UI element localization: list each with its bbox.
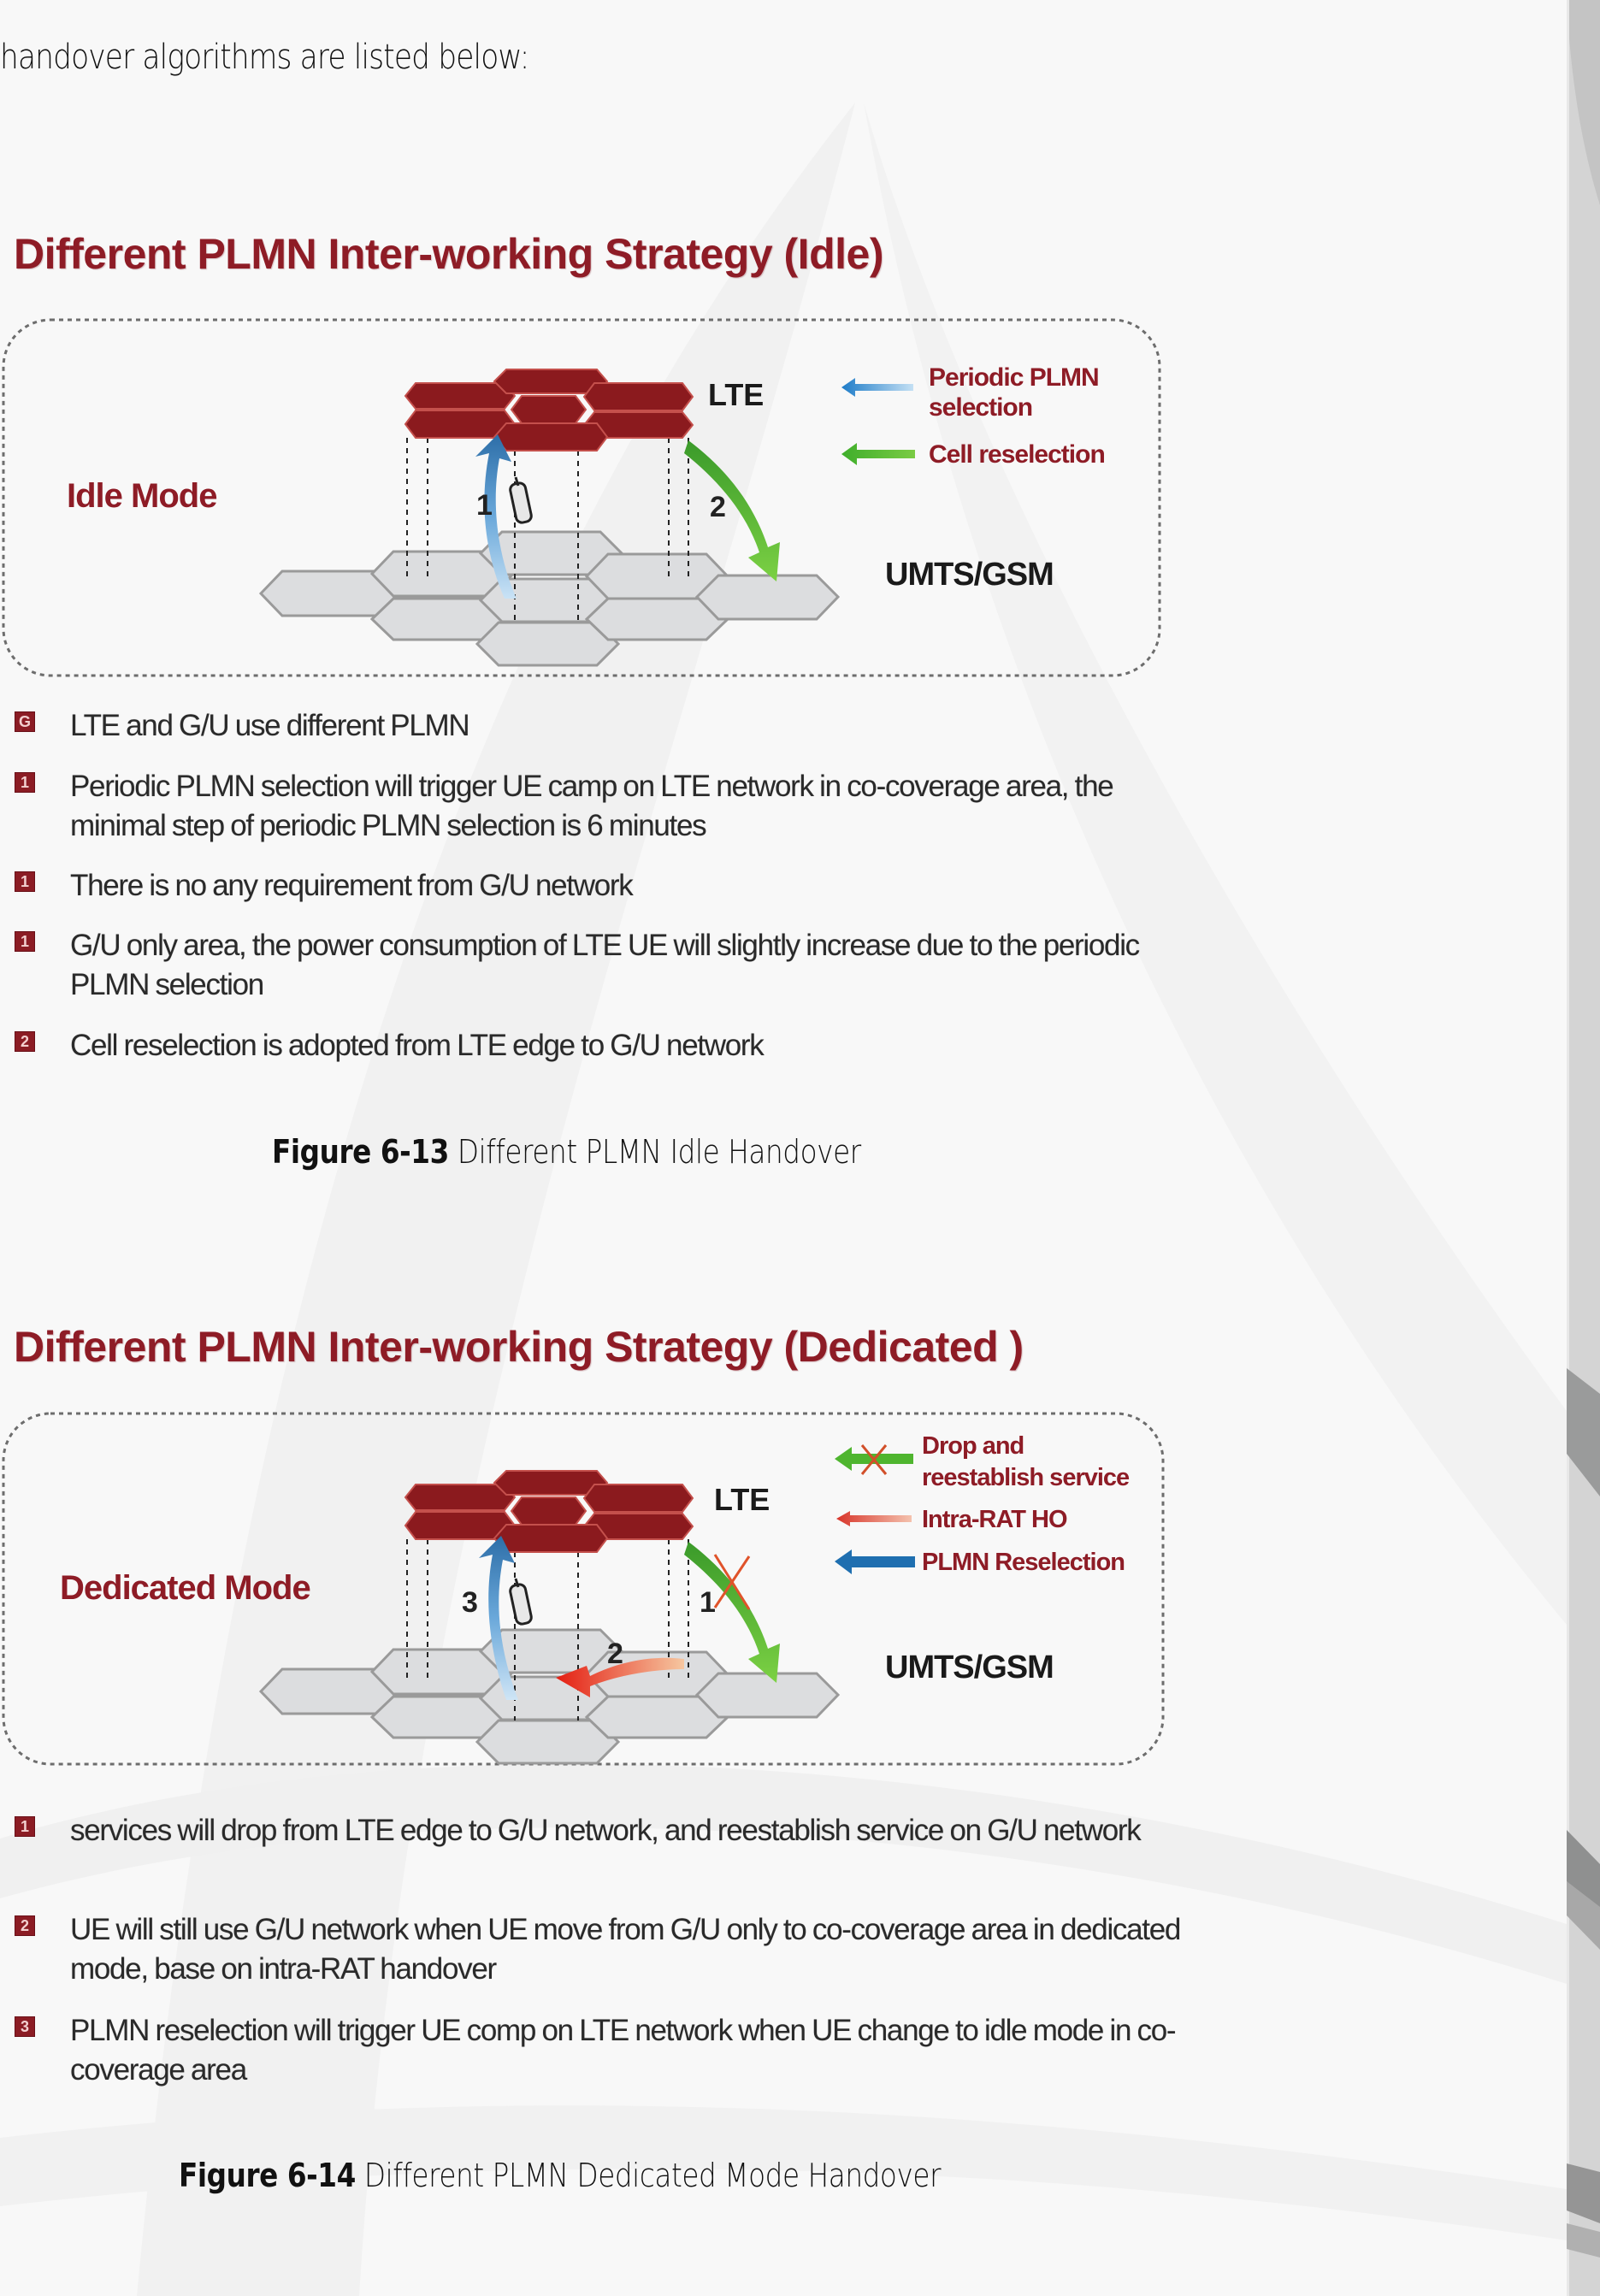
idle-bullet-1: 1 Periodic PLMN selection will trigger UE camp on LTE network in co-coverage area, the minimal step of periodic PLMN selection is 6 minutes [15,767,35,793]
lte-label: LTE [714,1482,770,1517]
lte-cells [405,1471,693,1552]
bullet-marker-icon: G [15,711,35,732]
dedicated-bullet-2: 3 PLMN reselection will trigger UE comp on LTE network when UE change to idle mode in co-coverage area [15,2011,35,2037]
idle-mode-diagram [0,308,1180,693]
legend-label: selection [929,393,1033,422]
umts-gsm-label: UMTS/GSM [885,1650,1054,1685]
arrow-number-2: 2 [607,1638,623,1670]
blue-arrow-icon [835,1549,915,1574]
idle-mode-label: Idle Mode [67,477,217,515]
arrow-number-2: 2 [710,491,726,523]
figure-caption-6-13: Figure 6-13 Different PLMN Idle Handover [272,1133,861,1171]
dedicated-bullet-1: 2 UE will still use G/U network when UE move from G/U only to co-coverage area in dedicated mode, base on intra-RAT handover [15,1910,35,1936]
dedicated-mode-diagram [0,1402,1180,1779]
legend-label: PLMN Reselection [922,1549,1125,1576]
green-arrow-icon [841,443,915,465]
bullet-marker-icon: 2 [15,1031,35,1052]
idle-bullet-2: 1 There is no any requirement from G/U network [15,866,35,892]
umts-gsm-cells [261,1630,838,1763]
bullet-marker-icon: 3 [15,2016,35,2037]
idle-slide-title: Different PLMN Inter-working Strategy (Idle) [14,230,883,278]
umts-gsm-cells [261,532,838,665]
legend-label: reestablish service [922,1464,1130,1491]
idle-bullet-4: 2 Cell reselection is adopted from LTE edge to G/U network [15,1026,35,1052]
red-arrow-icon [836,1511,912,1526]
page-edge-strip [1567,0,1600,2296]
dedicated-mode-label: Dedicated Mode [60,1569,310,1607]
idle-legend [841,363,1105,469]
bullet-marker-icon: 2 [15,1915,35,1936]
lte-label: LTE [708,377,765,412]
legend-label: Intra-RAT HO [922,1506,1067,1533]
legend-label: Periodic PLMN [929,363,1099,392]
umts-gsm-label: UMTS/GSM [885,557,1054,593]
legend-label: Cell reselection [929,440,1105,469]
arrow-number-1: 1 [700,1586,716,1619]
dedicated-bullet-0: 1 services will drop from LTE edge to G/U network, and reestablish service on G/U network [15,1811,35,1837]
blue-arrow-icon [841,378,913,397]
figure-caption-6-14: Figure 6-14 Different PLMN Dedicated Mode Handover [179,2157,942,2194]
ue-phone-icon [509,1579,532,1625]
bullet-marker-icon: 1 [15,871,35,892]
dedicated-slide-title: Different PLMN Inter-working Strategy (Dedicated ) [14,1323,1024,1371]
arrow-number-3: 3 [462,1586,478,1619]
legend-label: Drop and [922,1432,1024,1460]
arrow-number-1: 1 [476,489,493,522]
idle-bullet-3: 1 G/U only area, the power consumption of LTE UE will slightly increase due to the periodic PLMN selection [15,926,35,952]
dedicated-legend [835,1432,1130,1576]
bullet-marker-icon: 1 [15,772,35,793]
idle-bullet-0: G LTE and G/U use different PLMN [15,706,35,732]
intro-text: handover algorithms are listed below: [0,38,529,77]
bullet-marker-icon: 1 [15,1816,35,1837]
lte-cells [405,369,693,451]
bullet-marker-icon: 1 [15,931,35,952]
ue-phone-icon [509,477,532,523]
